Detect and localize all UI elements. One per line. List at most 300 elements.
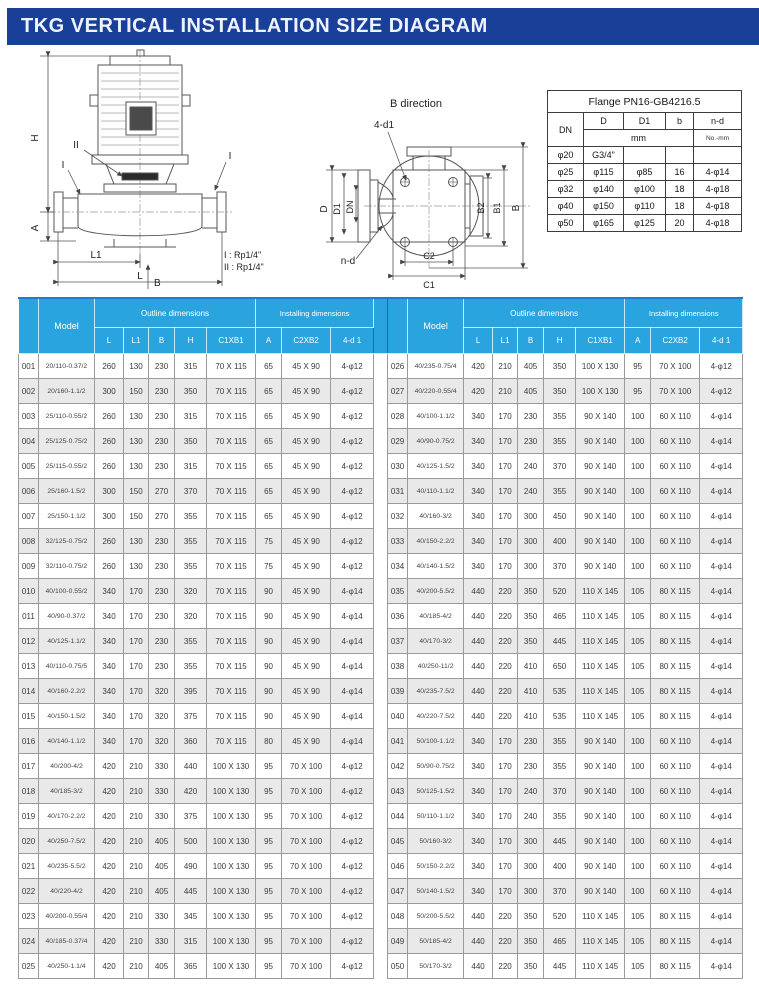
dim-b-cell: 405 [149,829,175,854]
dim-l-cell: 340 [464,779,493,804]
dim-a-cell: 95 [256,854,282,879]
dim-l-cell: 340 [464,754,493,779]
dim-c1xb1-cell: 100 X 130 [207,904,256,929]
flange-table-row [548,164,742,181]
dim-c2xb2-cell: 60 X 110 [651,829,700,854]
dim-label-b1: B1 [492,202,502,214]
table-gap [374,904,388,929]
subheader-l-right: L [464,328,493,354]
model-cell: 40/110-1.1/2 [408,479,464,504]
dim-h-cell: 315 [175,354,207,379]
dim-a-cell: 90 [256,654,282,679]
model-cell: 50/140-1.5/2 [408,879,464,904]
dim-c1xb1-cell: 70 X 115 [207,354,256,379]
dim-b-cell: 230 [149,529,175,554]
dim-b-cell: 405 [518,354,544,379]
dim-c1xb1-cell: 90 X 140 [576,829,625,854]
dim-l-cell: 340 [464,404,493,429]
table-row [19,929,743,954]
main-dimension-table [18,297,743,979]
dim-c2xb2-cell: 45 X 90 [282,579,331,604]
dim-b-cell: 350 [518,954,544,979]
dim-l1-cell: 220 [493,654,518,679]
model-cell: 40/125-1.1/2 [39,629,95,654]
subheader-c1xb1-right: C1XB1 [576,328,625,354]
dim-b-cell: 330 [149,779,175,804]
dim-h-cell: 650 [544,654,576,679]
outline-group-header-right: Outline dimensions [464,298,625,328]
row-number: 006 [19,479,39,504]
dim-h-cell: 355 [175,504,207,529]
row-number: 016 [19,729,39,754]
dim-l-cell: 420 [95,904,124,929]
dim-c2xb2-cell: 70 X 100 [282,779,331,804]
dim-a-cell: 90 [256,679,282,704]
model-cell: 40/160-2.2/2 [39,679,95,704]
dim-4d1-cell: 4-φ14 [700,854,743,879]
row-number: 010 [19,579,39,604]
dim-l-cell: 260 [95,354,124,379]
dim-c2xb2-cell: 80 X 115 [651,704,700,729]
dim-a-cell: 105 [625,629,651,654]
dim-4d1-cell: 4-φ14 [700,829,743,854]
dim-l-cell: 340 [95,604,124,629]
model-cell: 40/100-0.55/2 [39,579,95,604]
model-cell: 40/90-0.75/2 [408,429,464,454]
flange-cell: 18 [666,181,694,198]
dim-l1-cell: 220 [493,904,518,929]
dim-4d1-cell: 4-φ12 [331,354,374,379]
dim-l1-cell: 210 [124,829,149,854]
dim-l-cell: 260 [95,554,124,579]
model-cell: 40/170-2.2/2 [39,804,95,829]
dim-b-cell: 410 [518,704,544,729]
dim-4d1-cell: 4-φ14 [700,804,743,829]
dim-c2xb2-cell: 45 X 90 [282,554,331,579]
dim-4d1-cell: 4-φ12 [331,879,374,904]
model-cell: 40/160-3/2 [408,504,464,529]
dim-l-cell: 340 [464,729,493,754]
dim-l-cell: 420 [95,754,124,779]
row-number: 015 [19,704,39,729]
dim-label-b: B [154,278,161,289]
dim-4d1-cell: 4-φ14 [700,404,743,429]
dim-c1xb1-cell: 100 X 130 [207,829,256,854]
dim-l1-cell: 210 [124,779,149,804]
dim-h-cell: 355 [544,804,576,829]
dim-c2xb2-cell: 70 X 100 [651,379,700,404]
model-cell: 40/220-4/2 [39,879,95,904]
row-number: 018 [19,779,39,804]
dim-h-cell: 355 [544,729,576,754]
row-number: 045 [388,829,408,854]
flange-spec-table [547,90,742,232]
dim-a-cell: 105 [625,954,651,979]
dim-b-cell: 240 [518,454,544,479]
dim-c2xb2-cell: 60 X 110 [651,854,700,879]
dim-h-cell: 355 [544,479,576,504]
dim-b-cell: 230 [518,754,544,779]
flange-cell: φ85 [624,164,666,181]
row-number: 041 [388,729,408,754]
dim-l1-cell: 130 [124,529,149,554]
table-row [19,729,743,754]
dim-l-cell: 340 [95,679,124,704]
dim-a-cell: 65 [256,429,282,454]
flange-cell: φ110 [624,198,666,215]
subheader-a-left: A [256,328,282,354]
flange-unit-mm: mm [584,130,694,147]
model-cell: 25/125-0.75/2 [39,429,95,454]
flange-col-nd: n-d [694,113,742,130]
port-label-ii: II [73,140,79,151]
dim-4d1-cell: 4-φ12 [331,479,374,504]
model-cell: 50/110-1.1/2 [408,804,464,829]
model-cell: 50/185-4/2 [408,929,464,954]
dim-c1xb1-cell: 90 X 140 [576,529,625,554]
dim-h-cell: 490 [175,854,207,879]
dim-c2xb2-cell: 70 X 100 [282,879,331,904]
dim-c1xb1-cell: 70 X 115 [207,654,256,679]
dim-l-cell: 340 [464,479,493,504]
dim-h-cell: 350 [544,354,576,379]
dim-4d1-cell: 4-φ14 [331,704,374,729]
dim-4d1-cell: 4-φ12 [331,804,374,829]
dim-h-cell: 345 [175,904,207,929]
dim-l1-cell: 220 [493,929,518,954]
dim-b-cell: 230 [518,729,544,754]
row-number-header-left [19,298,39,354]
dim-c1xb1-cell: 70 X 115 [207,404,256,429]
dim-l-cell: 440 [464,954,493,979]
dim-c2xb2-cell: 60 X 110 [651,879,700,904]
dim-a-cell: 95 [256,904,282,929]
dim-a-cell: 100 [625,504,651,529]
dim-4d1-cell: 4-φ12 [331,854,374,879]
terminal-box-cover [130,107,152,130]
dim-l1-cell: 170 [493,779,518,804]
flange-cell: 4-φ18 [694,181,742,198]
table-gap [374,454,388,479]
dim-c1xb1-cell: 110 X 145 [576,579,625,604]
dim-c2xb2-cell: 60 X 110 [651,479,700,504]
dim-a-cell: 90 [256,629,282,654]
dim-4d1-cell: 4-φ14 [700,654,743,679]
dim-l-cell: 420 [95,929,124,954]
eyebolt-left [90,95,98,106]
model-cell: 40/235-5.5/2 [39,854,95,879]
model-cell: 40/250-7.5/2 [39,829,95,854]
dim-l1-cell: 220 [493,704,518,729]
dim-a-cell: 65 [256,454,282,479]
dim-c2xb2-cell: 45 X 90 [282,654,331,679]
dim-a-cell: 65 [256,354,282,379]
dim-4d1-cell: 4-φ14 [331,579,374,604]
dim-b-cell: 320 [149,729,175,754]
flange-col-d1: D1 [624,113,666,130]
dim-l-cell: 440 [464,579,493,604]
dim-a-cell: 100 [625,854,651,879]
dim-a-cell: 105 [625,704,651,729]
model-cell: 25/115-0.55/2 [39,454,95,479]
row-number: 020 [19,829,39,854]
dim-l1-cell: 170 [493,754,518,779]
table-row [19,504,743,529]
row-number: 034 [388,554,408,579]
dim-h-cell: 465 [544,929,576,954]
table-row [19,854,743,879]
install-group-header-right: Installing dimensions [625,298,743,328]
dim-l-cell: 340 [464,829,493,854]
flange-cell: φ40 [548,198,584,215]
install-group-header-left: Installing dimensions [256,298,374,328]
dim-c2xb2-cell: 60 X 110 [651,404,700,429]
dim-a-cell: 100 [625,529,651,554]
dim-4d1-cell: 4-φ14 [331,679,374,704]
dim-b-cell: 230 [149,604,175,629]
dim-c2xb2-cell: 80 X 115 [651,629,700,654]
dim-h-cell: 355 [544,429,576,454]
table-gap [374,704,388,729]
dim-l-cell: 340 [464,854,493,879]
dim-4d1-cell: 4-φ12 [331,429,374,454]
dim-b-cell: 230 [149,629,175,654]
dim-4d1-cell: 4-φ12 [700,379,743,404]
dimension-table [18,297,743,979]
subheader-c1xb1-left: C1XB1 [207,328,256,354]
table-row [19,354,743,379]
row-number: 019 [19,804,39,829]
flange-cell: φ165 [584,215,624,232]
dim-l1-cell: 170 [493,479,518,504]
dim-l-cell: 420 [95,879,124,904]
dim-a-cell: 90 [256,704,282,729]
flange-col-b: b [666,113,694,130]
dim-b-cell: 300 [518,854,544,879]
dim-h-cell: 445 [544,829,576,854]
dim-l-cell: 340 [95,654,124,679]
dim-b-cell: 405 [518,379,544,404]
row-number: 046 [388,854,408,879]
dim-l1-cell: 170 [493,554,518,579]
dim-b-cell: 350 [518,904,544,929]
dim-a-cell: 105 [625,679,651,704]
dim-l-cell: 440 [464,704,493,729]
dim-l1-cell: 210 [124,904,149,929]
dim-l-cell: 420 [95,829,124,854]
flange-table-title: Flange PN16-GB4216.5 [548,91,742,113]
dim-4d1-cell: 4-φ14 [700,954,743,979]
row-number: 013 [19,654,39,679]
flange-cell: φ50 [548,215,584,232]
dim-l1-cell: 170 [124,579,149,604]
dim-l-cell: 340 [464,804,493,829]
dim-a-cell: 95 [256,804,282,829]
model-cell: 40/185-3/2 [39,779,95,804]
flange-col-d: D [584,113,624,130]
dim-l1-cell: 150 [124,479,149,504]
dim-l1-cell: 220 [493,604,518,629]
table-gap [374,529,388,554]
row-number: 008 [19,529,39,554]
dim-4d1-cell: 4-φ14 [700,504,743,529]
model-cell: 50/160-3/2 [408,829,464,854]
dim-h-cell: 445 [175,879,207,904]
flange-cell: φ140 [584,181,624,198]
dim-4d1-cell: 4-φ12 [331,829,374,854]
dim-l-cell: 260 [95,529,124,554]
dim-a-cell: 95 [256,954,282,979]
dim-l1-cell: 170 [493,854,518,879]
dim-a-cell: 100 [625,454,651,479]
dim-c2xb2-cell: 70 X 100 [282,929,331,954]
model-cell: 40/110-0.75/5 [39,654,95,679]
dim-l1-cell: 170 [493,404,518,429]
dim-b-cell: 405 [149,854,175,879]
dim-4d1-cell: 4-φ14 [700,679,743,704]
dim-a-cell: 105 [625,579,651,604]
dim-c2xb2-cell: 45 X 90 [282,679,331,704]
dim-4d1-cell: 4-φ12 [331,454,374,479]
dim-c1xb1-cell: 110 X 145 [576,704,625,729]
dim-h-cell: 355 [175,629,207,654]
dim-b-cell: 405 [149,954,175,979]
flange-cell: 4-φ18 [694,215,742,232]
dim-h-cell: 370 [544,879,576,904]
row-number: 003 [19,404,39,429]
dim-l1-cell: 170 [493,829,518,854]
dim-l-cell: 440 [464,629,493,654]
eyebolt-right [182,95,190,106]
dim-h-cell: 400 [544,854,576,879]
dim-c1xb1-cell: 70 X 115 [207,454,256,479]
dim-l1-cell: 150 [124,379,149,404]
dim-h-cell: 350 [175,379,207,404]
dim-c1xb1-cell: 90 X 140 [576,879,625,904]
model-cell: 40/150-2.2/2 [408,529,464,554]
row-number: 005 [19,454,39,479]
b-direction-svg [266,94,541,292]
subheader-c2xb2-left: C2XB2 [282,328,331,354]
model-cell: 50/200-5.5/2 [408,904,464,929]
dim-a-cell: 65 [256,404,282,429]
dim-c1xb1-cell: 90 X 140 [576,504,625,529]
port-label-i-left: I [61,160,65,171]
dim-h-cell: 420 [175,779,207,804]
dim-l1-cell: 220 [493,679,518,704]
model-cell: 40/235-7.5/2 [408,679,464,704]
table-gap [374,879,388,904]
flange-cell [666,147,694,164]
dim-c1xb1-cell: 70 X 115 [207,504,256,529]
dim-4d1-cell: 4-φ14 [700,579,743,604]
model-cell: 40/200-5.5/2 [408,579,464,604]
dim-l1-cell: 210 [124,804,149,829]
dim-4d1-cell: 4-φ12 [331,754,374,779]
dim-l-cell: 340 [464,554,493,579]
dim-h-cell: 355 [175,554,207,579]
dim-c1xb1-cell: 70 X 115 [207,579,256,604]
dim-h-cell: 365 [175,954,207,979]
dim-b-cell: 230 [149,404,175,429]
dim-l1-cell: 170 [493,879,518,904]
row-number: 032 [388,504,408,529]
dim-4d1-cell: 4-φ12 [331,904,374,929]
model-cell: 40/200-4/2 [39,754,95,779]
dim-4d1-cell: 4-φ14 [331,654,374,679]
subheader-h-left: H [175,328,207,354]
dim-h-cell: 355 [175,654,207,679]
dim-c2xb2-cell: 45 X 90 [282,729,331,754]
row-number: 028 [388,404,408,429]
model-cell: 32/125-0.75/2 [39,529,95,554]
dim-b-cell: 330 [149,804,175,829]
dim-b-cell: 330 [149,929,175,954]
row-number: 050 [388,954,408,979]
table-row [19,679,743,704]
dim-c1xb1-cell: 70 X 115 [207,729,256,754]
dim-4d1-cell: 4-φ14 [700,754,743,779]
dim-a-cell: 95 [256,929,282,954]
subheader-4d1-left: 4-d 1 [331,328,374,354]
dim-label-b2: B2 [476,202,486,214]
dim-c2xb2-cell: 45 X 90 [282,504,331,529]
table-row [19,779,743,804]
dim-l-cell: 420 [464,379,493,404]
row-number: 021 [19,854,39,879]
row-number: 004 [19,429,39,454]
dim-b-cell: 300 [518,829,544,854]
dim-c1xb1-cell: 70 X 115 [207,529,256,554]
dim-c1xb1-cell: 90 X 140 [576,429,625,454]
dim-h-cell: 370 [544,554,576,579]
dim-a-cell: 80 [256,729,282,754]
dim-c1xb1-cell: 100 X 130 [207,779,256,804]
dim-c2xb2-cell: 45 X 90 [282,479,331,504]
table-gap [374,829,388,854]
dim-l-cell: 420 [95,779,124,804]
dim-l-cell: 420 [95,804,124,829]
model-cell: 25/150-1.1/2 [39,504,95,529]
dim-b-cell: 230 [149,354,175,379]
dim-a-cell: 95 [256,829,282,854]
flange-cell: φ150 [584,198,624,215]
dim-c1xb1-cell: 70 X 115 [207,629,256,654]
model-cell: 20/110-0.37/2 [39,354,95,379]
dim-c1xb1-cell: 110 X 145 [576,904,625,929]
table-row [19,629,743,654]
dim-4d1-cell: 4-φ14 [700,554,743,579]
model-header-left: Model [39,298,95,354]
dim-b-cell: 230 [149,429,175,454]
dim-l-cell: 340 [95,704,124,729]
dim-b-cell: 300 [518,554,544,579]
row-number: 029 [388,429,408,454]
dim-c1xb1-cell: 70 X 115 [207,554,256,579]
dim-l-cell: 440 [464,604,493,629]
dim-h-cell: 465 [544,604,576,629]
table-row [19,429,743,454]
flange-table-body [548,147,742,232]
dim-l1-cell: 170 [124,729,149,754]
dim-4d1-cell: 4-φ12 [331,554,374,579]
dim-l1-cell: 130 [124,454,149,479]
dim-l1-cell: 210 [124,854,149,879]
dim-l-cell: 340 [464,529,493,554]
dim-label-l1: L1 [90,250,102,261]
dim-c1xb1-cell: 100 X 130 [207,854,256,879]
row-number: 009 [19,554,39,579]
